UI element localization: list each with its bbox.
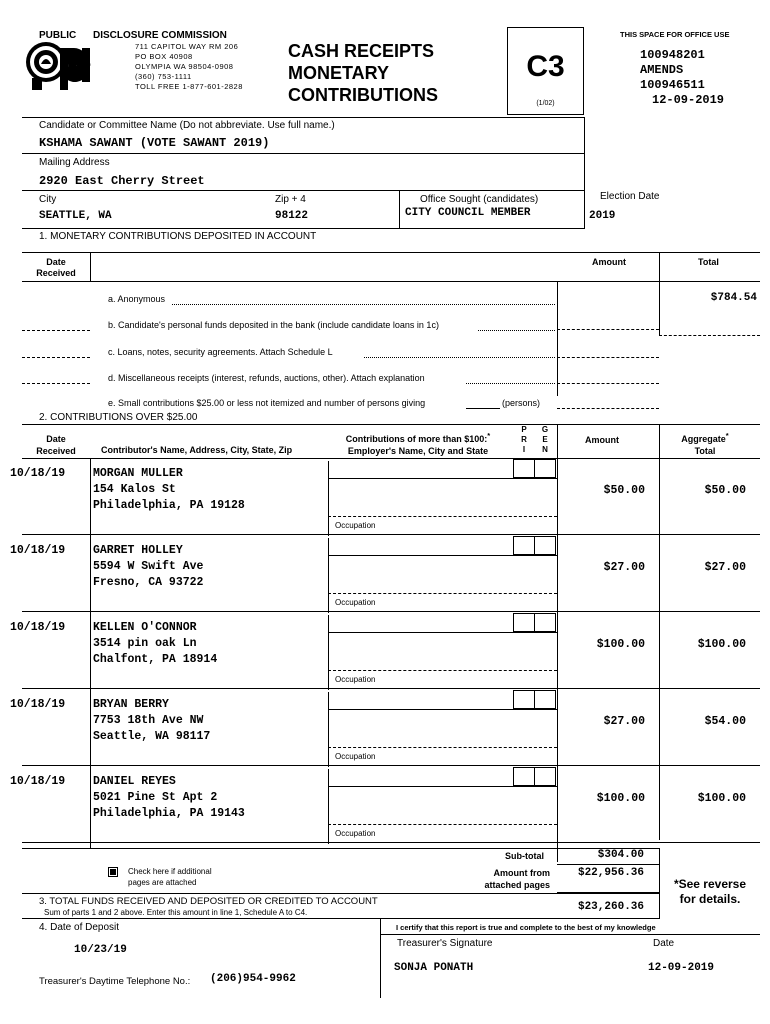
divider — [584, 117, 585, 186]
attached-label-line: attached pages — [484, 880, 550, 890]
occupation-line[interactable] — [328, 516, 557, 517]
grand-total: $23,260.36 — [577, 901, 644, 913]
zip-label: Zip + 4 — [275, 194, 306, 205]
treasurer-signature-label: Treasurer's Signature — [397, 938, 493, 949]
employer-line — [328, 555, 557, 556]
contributor-name: GARRET HOLLEY — [93, 544, 183, 557]
amount-blank[interactable] — [557, 329, 659, 330]
contribution-date: 10/18/19 — [10, 621, 66, 634]
general-letter: N — [542, 445, 548, 454]
form-version: (1/02) — [536, 100, 555, 107]
divider — [22, 893, 660, 894]
treasurer-signature[interactable]: SONJA PONATH — [394, 962, 474, 974]
divider — [557, 864, 660, 865]
row-separator — [22, 611, 760, 612]
primary-header — [517, 425, 531, 455]
see-reverse-line: *See reverse — [673, 877, 747, 891]
asterisk: * — [725, 431, 729, 440]
contribution-date: 10/18/19 — [10, 698, 66, 711]
additional-pages-line: pages are attached — [128, 878, 197, 887]
occupation-line[interactable] — [328, 670, 557, 671]
attached-amount: $22,956.36 — [577, 867, 644, 879]
divider — [22, 228, 585, 229]
election-date-label: Election Date — [600, 191, 660, 202]
contribution-amount: $27.00 — [603, 715, 645, 728]
occupation-label: Occupation — [335, 521, 376, 530]
aggregate-total: $100.00 — [697, 792, 746, 805]
contribution-amount: $100.00 — [596, 638, 645, 651]
address-line: PO BOX 40908 — [135, 52, 193, 61]
additional-pages-line: Check here if additional — [128, 867, 212, 876]
agency-name-left: PUBLIC — [39, 30, 77, 41]
see-reverse-note — [660, 877, 760, 907]
contribution-amount: $100.00 — [596, 792, 645, 805]
agency-name-right: DISCLOSURE COMMISSION — [93, 30, 227, 41]
row-separator — [22, 534, 760, 535]
address-line: 711 CAPITOL WAY RM 206 — [135, 42, 239, 51]
aggregate-total: $50.00 — [704, 484, 746, 497]
office-sought: CITY COUNCIL MEMBER — [405, 207, 531, 219]
aggregate-header-line: Total — [694, 446, 716, 456]
general-checkbox[interactable] — [534, 690, 556, 709]
contribution-amount: $27.00 — [603, 561, 645, 574]
general-header — [538, 425, 552, 455]
candidate-name-label: Candidate or Committee Name (Do not abbreviate. Use full name.) — [39, 120, 335, 131]
contributor-city: Seattle, WA 98117 — [93, 730, 211, 743]
employer-column-left — [328, 461, 329, 536]
contributor-header: Contributor's Name, Address, City, State, Zip — [101, 445, 293, 455]
divider — [22, 281, 760, 282]
title-line: CONTRIBUTIONS — [288, 85, 438, 105]
attached-pages-label — [450, 867, 550, 891]
line-a-label: a. Anonymous — [108, 294, 166, 304]
employer-line — [328, 709, 557, 710]
divider — [90, 252, 91, 281]
general-checkbox[interactable] — [534, 536, 556, 555]
contributor-city: Philadelphia, PA 19128 — [93, 499, 245, 512]
date-blank[interactable] — [22, 383, 90, 384]
date-header-line: Date — [46, 434, 66, 444]
employer-header — [328, 430, 508, 457]
checkbox-mark — [110, 869, 116, 875]
title-line: CASH RECEIPTS — [288, 41, 435, 61]
agency-address — [135, 42, 243, 92]
contribution-amount: $50.00 — [603, 484, 645, 497]
section1-title: 1. MONETARY CONTRIBUTIONS DEPOSITED IN ACCOUNT — [39, 231, 317, 242]
form-code: C3 — [526, 50, 565, 83]
line-d-label: d. Miscellaneous receipts (interest, refunds, auctions, other). Attach explanation — [108, 373, 425, 383]
date-received-header — [22, 433, 90, 457]
amount-blank[interactable] — [557, 383, 659, 384]
see-reverse-line: for details. — [679, 892, 741, 906]
contributor-street: 7753 18th Ave NW — [93, 714, 204, 727]
occupation-label: Occupation — [335, 752, 376, 761]
row-separator — [22, 842, 760, 843]
employer-line — [328, 786, 557, 787]
mailing-address-label: Mailing Address — [39, 157, 110, 168]
primary-letter: R — [521, 435, 527, 444]
primary-letter: I — [522, 445, 526, 454]
primary-checkbox[interactable] — [513, 690, 535, 709]
employer-column-left — [328, 538, 329, 613]
zip-value: 98122 — [275, 210, 309, 222]
filing-number: 100948201 — [640, 48, 705, 62]
date-header-line: Received — [36, 446, 76, 456]
aggregate-header-text: Aggregate — [681, 434, 726, 444]
contributor-name: KELLEN O'CONNOR — [93, 621, 197, 634]
divider — [22, 252, 760, 253]
amount-header: Amount — [592, 257, 626, 267]
date-blank[interactable] — [22, 357, 90, 358]
contribution-date: 10/18/19 — [10, 467, 66, 480]
mailing-address: 2920 East Cherry Street — [39, 174, 205, 188]
primary-checkbox[interactable] — [513, 613, 535, 632]
general-letter: G — [541, 425, 549, 434]
occupation-line[interactable] — [328, 747, 557, 748]
employer-line — [328, 478, 557, 479]
row-separator — [22, 688, 760, 689]
contributor-street: 5594 W Swift Ave — [93, 560, 204, 573]
occupation-line[interactable] — [328, 824, 557, 825]
primary-letter: P — [521, 425, 527, 434]
filing-date: 12-09-2019 — [652, 93, 725, 107]
divider — [380, 934, 760, 935]
date-header-line: Date — [46, 257, 66, 267]
general-checkbox[interactable] — [534, 459, 556, 478]
contributor-street: 3514 pin oak Ln — [93, 637, 197, 650]
treasurer-phone: (206)954-9962 — [210, 973, 296, 985]
address-line: TOLL FREE 1-877-601-2828 — [135, 82, 243, 91]
candidate-name: KSHAMA SAWANT (VOTE SAWANT 2019) — [39, 136, 270, 150]
amount-blank[interactable] — [557, 357, 659, 358]
primary-checkbox[interactable] — [513, 459, 535, 478]
section3-instruction: Sum of parts 1 and 2 above. Enter this amount in line 1, Schedule A to C4. — [44, 908, 308, 917]
form-title — [288, 40, 438, 106]
contributor-name: DANIEL REYES — [93, 775, 176, 788]
certification-text: I certify that this report is true and complete to the best of my knowledge — [396, 923, 656, 932]
city-label: City — [39, 194, 57, 205]
additional-pages-label — [128, 866, 212, 888]
divider — [22, 190, 585, 191]
amount-column — [557, 281, 558, 396]
contributor-city: Philadelphia, PA 19143 — [93, 807, 245, 820]
contribution-date: 10/18/19 — [10, 544, 66, 557]
line-e-persons-label: (persons) — [502, 398, 541, 408]
employer-header-line: Employer's Name, City and State — [347, 446, 489, 456]
amount-header: Amount — [585, 435, 619, 445]
pdc-logo — [22, 40, 132, 90]
leader-dots — [466, 383, 555, 384]
address-line: (360) 753-1111 — [135, 72, 192, 81]
leader-dots — [478, 330, 555, 331]
divider — [22, 458, 760, 459]
sign-date-label: Date — [653, 938, 675, 949]
occupation-line[interactable] — [328, 593, 557, 594]
subtotal-label: Sub-total — [505, 851, 544, 861]
aggregate-header — [665, 430, 745, 457]
sign-date: 12-09-2019 — [648, 962, 715, 974]
leader-dots — [364, 357, 555, 358]
attached-label-line: Amount from — [493, 868, 550, 878]
aggregate-total: $54.00 — [704, 715, 746, 728]
aggregate-total: $100.00 — [697, 638, 746, 651]
divider — [90, 458, 91, 848]
city-value: SEATTLE, WA — [39, 210, 112, 222]
occupation-label: Occupation — [335, 675, 376, 684]
line-c-label: c. Loans, notes, security agreements. Attach Schedule L — [108, 347, 333, 357]
office-sought-label: Office Sought (candidates) — [420, 194, 539, 205]
employer-column-left — [328, 615, 329, 690]
general-checkbox[interactable] — [534, 613, 556, 632]
employer-line — [328, 632, 557, 633]
divider — [380, 918, 381, 998]
employer-header-text: Contributions of more than $100: — [345, 434, 488, 444]
subtotal-value: $304.00 — [597, 849, 644, 861]
form-code-box — [507, 27, 584, 115]
aggregate-header-line — [665, 430, 745, 445]
occupation-label: Occupation — [335, 829, 376, 838]
line-e-label: e. Small contributions $25.00 or less not itemized and number of persons giving — [108, 398, 426, 408]
divider — [584, 186, 585, 228]
divider — [22, 424, 760, 425]
date-header-line: Received — [36, 268, 76, 278]
primary-checkbox[interactable] — [513, 767, 535, 786]
divider — [399, 190, 400, 228]
persons-blank[interactable] — [466, 408, 500, 409]
general-checkbox[interactable] — [534, 767, 556, 786]
contributor-city: Chalfont, PA 18914 — [93, 653, 218, 666]
employer-header-line — [328, 430, 508, 445]
contributor-street: 5021 Pine St Apt 2 — [93, 791, 218, 804]
line-a-total: $784.54 — [710, 292, 757, 304]
asterisk: * — [487, 431, 491, 440]
contributor-name: MORGAN MULLER — [93, 467, 183, 480]
general-letter: E — [542, 435, 548, 444]
office-use-label: THIS SPACE FOR OFFICE USE — [620, 30, 730, 39]
treasurer-phone-label: Treasurer's Daytime Telephone No.: — [39, 976, 191, 987]
divider — [22, 918, 660, 919]
leader-dots — [172, 304, 555, 305]
contributor-name: BRYAN BERRY — [93, 698, 169, 711]
contributor-city: Fresno, CA 93722 — [93, 576, 204, 589]
divider — [557, 425, 558, 862]
line-b-label: b. Candidate's personal funds deposited in the bank (include candidate loans in 1c) — [108, 320, 439, 330]
deposit-date-label: 4. Date of Deposit — [39, 922, 120, 933]
deposit-date: 10/23/19 — [74, 944, 127, 956]
amended-number: 100946511 — [640, 78, 705, 92]
office-use-block — [640, 48, 724, 108]
divider — [22, 117, 585, 118]
employer-column-left — [328, 769, 329, 844]
date-blank[interactable] — [22, 330, 90, 331]
address-line: OLYMPIA WA 98504-0908 — [135, 62, 234, 71]
total-header: Total — [698, 257, 719, 267]
employer-column-left — [328, 692, 329, 767]
date-received-header — [22, 257, 90, 279]
occupation-label: Occupation — [335, 598, 376, 607]
section3-title: 3. TOTAL FUNDS RECEIVED AND DEPOSITED OR CREDITED TO ACCOUNT — [39, 896, 378, 907]
primary-checkbox[interactable] — [513, 536, 535, 555]
divider — [22, 153, 585, 154]
section2-title: 2. CONTRIBUTIONS OVER $25.00 — [39, 412, 198, 423]
row-separator — [22, 765, 760, 766]
aggregate-total: $27.00 — [704, 561, 746, 574]
election-date: 2019 — [589, 210, 616, 222]
contributor-street: 154 Kalos St — [93, 483, 176, 496]
contribution-date: 10/18/19 — [10, 775, 66, 788]
total-blank[interactable] — [659, 335, 760, 336]
additional-pages-checkbox[interactable] — [108, 867, 118, 877]
amount-blank[interactable] — [557, 408, 659, 409]
amends-label: AMENDS — [640, 63, 684, 77]
title-line: MONETARY — [288, 63, 389, 83]
